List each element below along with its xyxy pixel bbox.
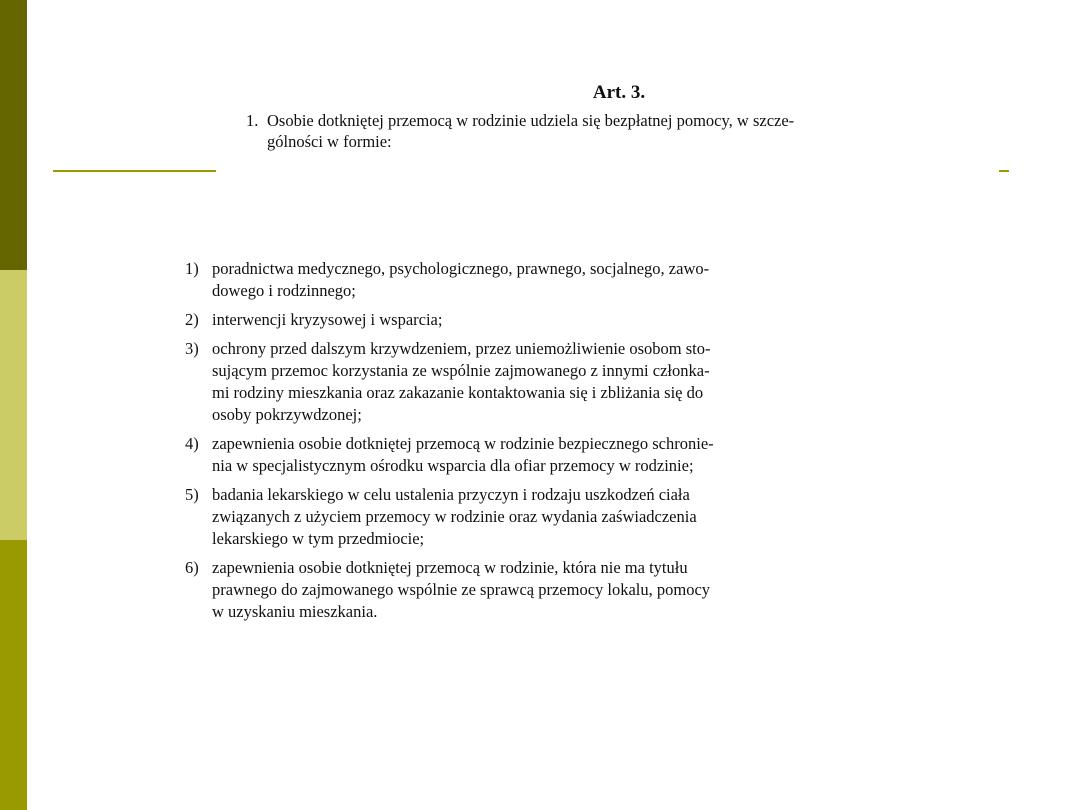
item-text [212,557,865,623]
article-title: Art. 3. [592,82,646,103]
item-number: 5) [185,485,199,504]
list-item [185,557,865,623]
list-item [185,258,865,302]
item-line: nia w specjalistycznym ośrodku wsparcia dla ofiar przemocy w rodzinie; [212,456,694,475]
item-line: interwencji kryzysowej i wsparcia; [212,310,443,329]
divider-left [53,170,216,172]
assistance-forms-list [185,258,865,630]
item-line: prawnego do zajmowanego wspólnie ze sprawcą przemocy lokalu, pomocy [212,580,711,599]
side-bar-bottom-segment [0,540,27,810]
item-line: poradnictwa medycznego, psychologicznego, prawnego, socjalnego, zawo- [212,259,710,278]
item-line: związanych z użyciem przemocy w rodzinie oraz wydania zaświadczenia [212,507,697,526]
item-line: ochrony przed dalszym krzywdzeniem, przez uniemożliwienie osobom sto- [212,339,711,358]
item-text [212,258,865,302]
divider-right [999,170,1009,172]
article-paragraph [246,110,976,152]
article-header [246,82,976,152]
item-line: dowego i rodzinnego; [212,281,356,300]
paragraph-number: 1. [246,111,259,130]
paragraph-line: gólności w formie: [267,132,392,151]
side-accent-bar [0,0,27,810]
list-item [185,338,865,426]
item-line: sującym przemoc korzystania ze wspólnie zajmowanego z innymi członka- [212,361,710,380]
side-bar-middle-segment [0,270,27,540]
list-item [185,433,865,477]
item-line: lekarskiego w tym przedmiocie; [212,529,425,548]
item-number: 6) [185,558,199,577]
item-line: osoby pokrzywdzonej; [212,405,362,424]
item-line: badania lekarskiego w celu ustalenia przyczyn i rodzaju uszkodzeń ciała [212,485,690,504]
item-number: 4) [185,434,199,453]
item-number: 1) [185,259,199,278]
item-number: 3) [185,339,199,358]
item-text [212,433,865,477]
item-text [212,338,865,426]
item-text [212,309,865,331]
item-line: w uzyskaniu mieszkania. [212,602,378,621]
item-number: 2) [185,310,199,329]
list-item [185,484,865,550]
list-item [185,309,865,331]
paragraph-text [267,110,976,152]
item-line: zapewnienia osobie dotkniętej przemocą w rodzinie bezpiecznego schronie- [212,434,714,453]
item-line: mi rodziny mieszkania oraz zakazanie kontaktowania się i zbliżania się do [212,383,704,402]
paragraph-line: Osobie dotkniętej przemocą w rodzinie udziela się bezpłatnej pomocy, w szcze- [267,111,795,130]
side-bar-top-segment [0,0,27,270]
item-text [212,484,865,550]
item-line: zapewnienia osobie dotkniętej przemocą w rodzinie, która nie ma tytułu [212,558,688,577]
